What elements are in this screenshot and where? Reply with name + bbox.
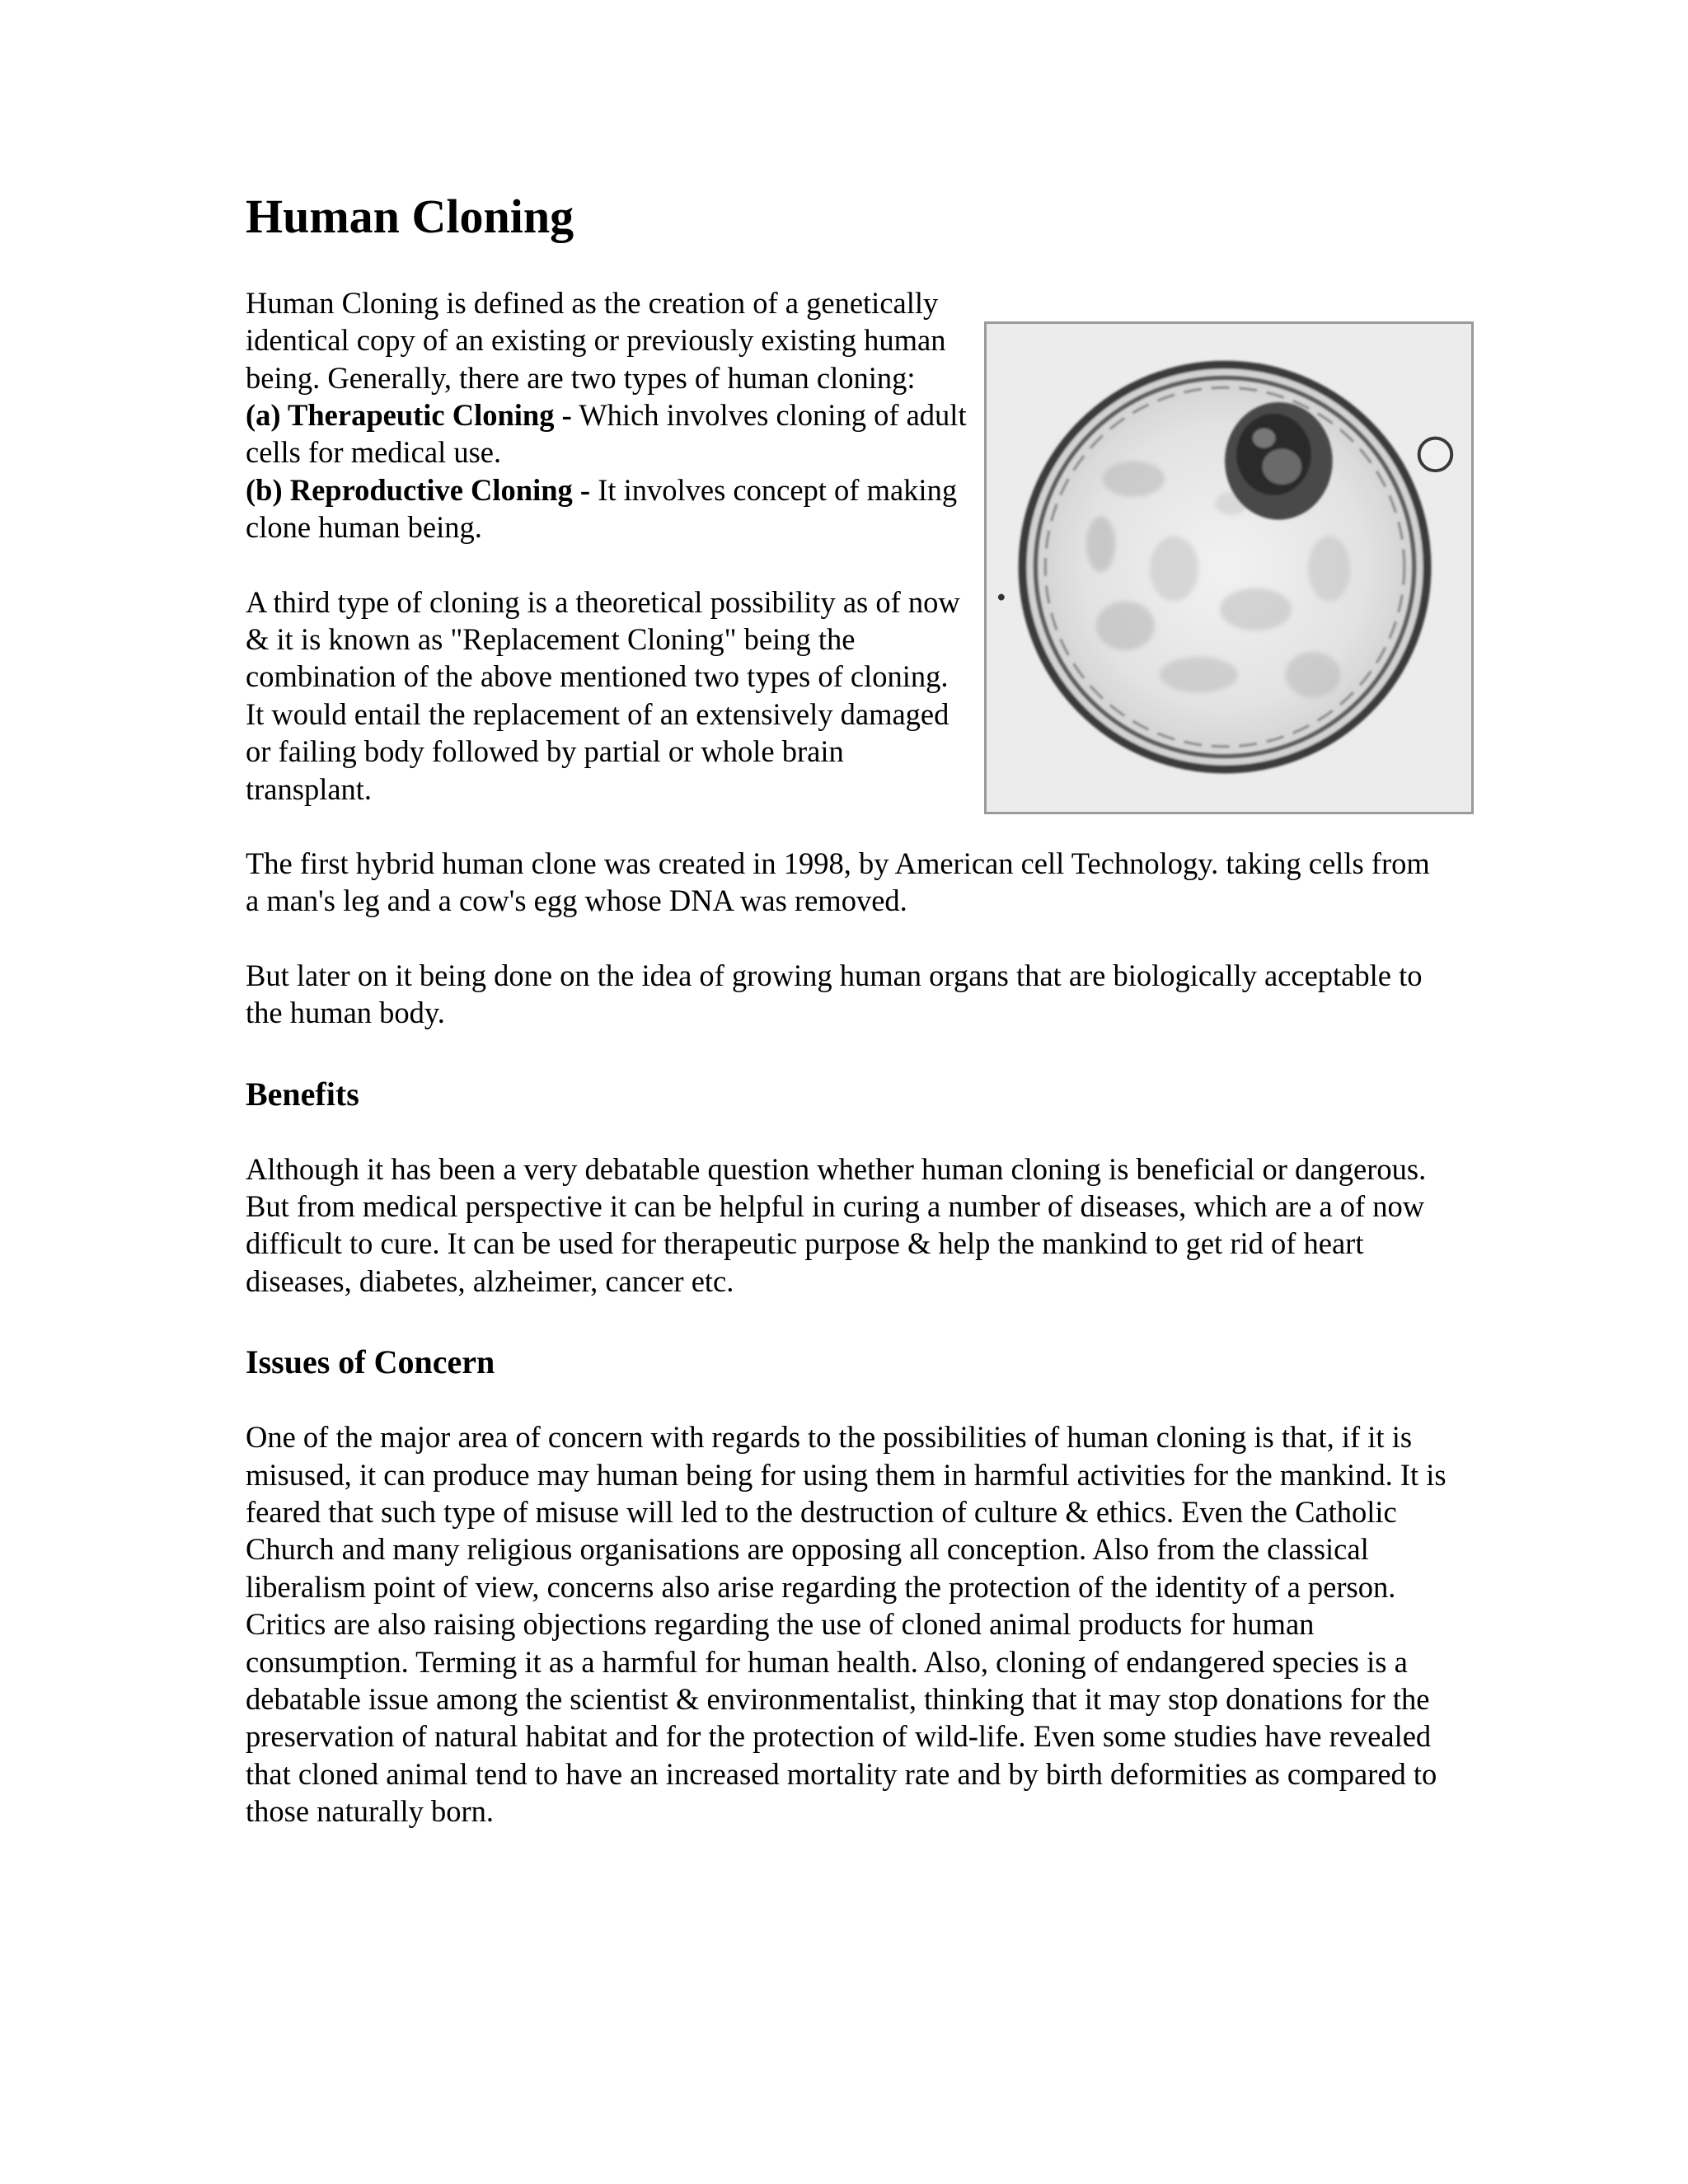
benefits-heading: Benefits xyxy=(246,1075,359,1113)
concerns-heading: Issues of Concern xyxy=(246,1343,495,1381)
history-paragraph-2: But later on it being done on the idea of growing human organs that are biologically acceptable to the human body. xyxy=(246,958,1423,1030)
document-page xyxy=(246,190,1449,1830)
reproductive-cloning-label: (b) Reproductive Cloning - xyxy=(246,472,591,507)
embryo-micrograph-drawing xyxy=(987,324,1471,812)
history-paragraph-1: The first hybrid human clone was created in 1998, by American cell Technology. taking cells from a man's leg and a cow's egg whose DNA was removed. xyxy=(246,846,1430,918)
therapeutic-cloning-text: Which involves cloning of adult cells for medical use. xyxy=(246,397,967,470)
concerns-paragraph: One of the major area of concern with regards to the possibilities of human cloning is that, if it is misused, it can produce may human being for using them in harmful activities for the mankind. It is feared that such type of misuse will led to the destruction of culture & ethics. Even the Catholic Church and many religious organisations are opposing all conception. Also from the classical liberalism point of view, concerns also arise regarding the protection of the identity of a person. Critics are also raising objections regarding the use of cloned animal products for human consumption. Terming it as a harmful for human health. Also, cloning of endangered species is a debatable issue among the scientist & environmentalist, thinking that it may stop donations for the preservation of natural habitat and for the protection of wild-life. Even some studies have revealed that cloned animal tend to have an increased mortality rate and by birth deformities as compared to those naturally born. xyxy=(246,1420,1447,1829)
reproductive-cloning-text: It involves concept of making clone human being. xyxy=(246,472,958,545)
benefits-paragraph: Although it has been a very debatable question whether human cloning is beneficial or dangerous. But from medical perspective it can be helpful in curing a number of diseases, which are a of now difficult to cure. It can be used for therapeutic purpose & help the mankind to get rid of heart diseases, diabetes, alzheimer, cancer etc. xyxy=(246,1151,1427,1298)
page-title: Human Cloning xyxy=(246,190,574,243)
therapeutic-cloning-label: (a) Therapeutic Cloning - xyxy=(246,397,572,432)
intro-section xyxy=(246,284,971,808)
replacement-cloning-paragraph: A third type of cloning is a theoretical possibility as of now & it is known as "Replacement Cloning" being the combination of the above mentioned two types of cloning. It would entail the replacement of an extensively damaged or failing body followed by partial or whole brain transplant. xyxy=(246,584,960,806)
definition-text: Human Cloning is defined as the creation of a genetically identical copy of an existing or previously existing human being. Generally, there are two types of human cloning: xyxy=(246,285,946,395)
embryo-micrograph-image xyxy=(984,321,1474,814)
intro-paragraph xyxy=(246,284,971,546)
